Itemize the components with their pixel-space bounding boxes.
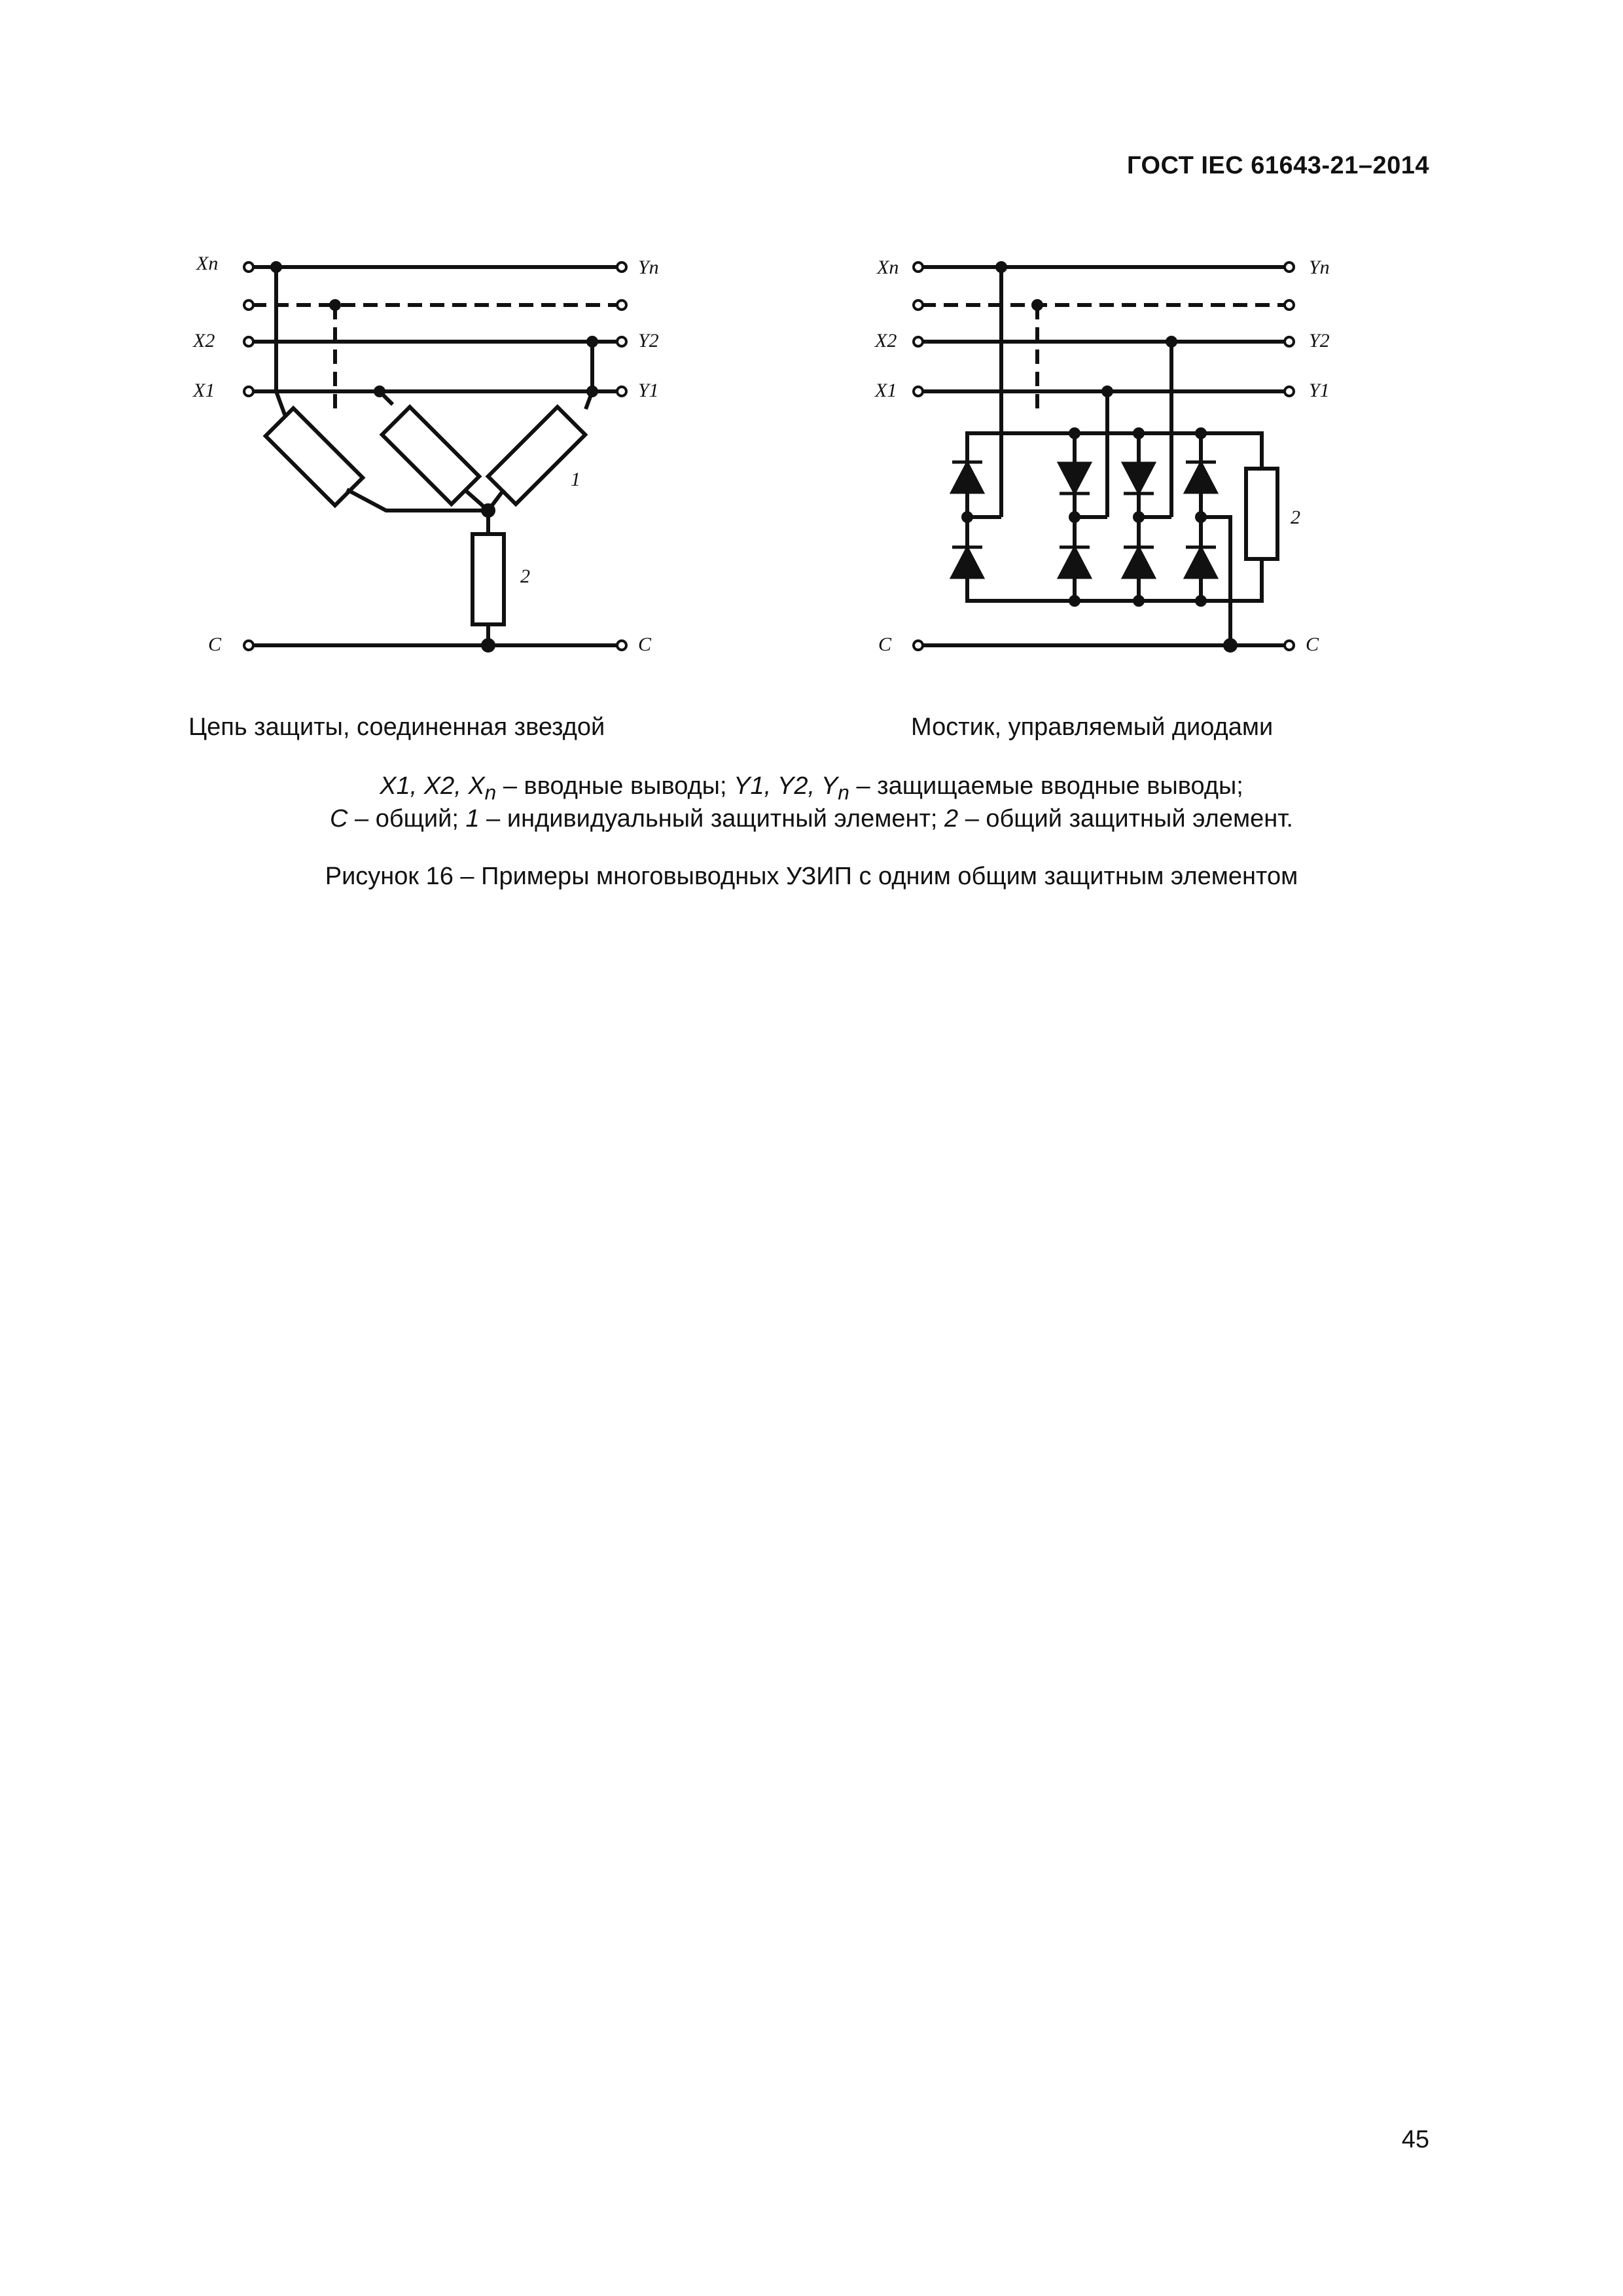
label-x2-left: X2	[193, 330, 215, 351]
legend-line-1	[0, 772, 1623, 805]
legend-x-sub: n	[484, 780, 497, 804]
label-x1-right: X1	[875, 380, 897, 401]
figure-title: Рисунок 16 – Примеры многовыводных УЗИП с одним общим защитным элементом	[325, 863, 1298, 890]
legend-c-desc: – общий;	[348, 805, 466, 833]
label-c-right-left: C	[638, 634, 652, 655]
page-number: 45	[1401, 2126, 1429, 2153]
caption-diode-bridge: Мостик, управляемый диодами	[911, 713, 1274, 741]
label-element-2-left: 2	[520, 565, 530, 587]
legend-y-sub: n	[838, 780, 849, 804]
legend-c-term: C	[330, 805, 348, 833]
legend-x-desc: – вводные выводы;	[496, 772, 734, 800]
label-y1-right: Y1	[1309, 380, 1330, 401]
label-x2-right: X2	[875, 330, 897, 351]
legend-two-term: 2	[944, 805, 959, 833]
diode-bridge-diagram	[914, 262, 1294, 651]
label-yn-left: Yn	[638, 257, 659, 278]
diodes	[952, 462, 1216, 577]
label-element-2-right: 2	[1291, 507, 1300, 528]
label-x1-left: X1	[193, 380, 215, 401]
star-circuit-diagram	[244, 262, 626, 651]
label-yn-right: Yn	[1309, 257, 1330, 278]
terminals-right	[914, 262, 1294, 650]
legend-x-terms: X1, X2, X	[380, 772, 485, 800]
label-xn-right: Xn	[877, 257, 899, 278]
legend-one-term: 1	[465, 805, 480, 833]
legend-line-2	[0, 805, 1623, 833]
legend-one-desc: – индивидуальный защитный элемент;	[479, 805, 944, 833]
label-c-right-right: C	[1306, 634, 1319, 655]
label-element-1: 1	[571, 469, 580, 490]
label-y2-left: Y2	[638, 330, 659, 351]
legend-y-terms: Y1, Y2, Y	[734, 772, 838, 800]
figure-diagrams	[0, 0, 1623, 720]
label-c-left-right: C	[878, 634, 892, 655]
label-y2-right: Y2	[1309, 330, 1330, 351]
legend-two-desc: – общий защитный элемент.	[958, 805, 1293, 833]
label-c-left: C	[208, 634, 222, 655]
label-y1-left: Y1	[638, 380, 659, 401]
label-xn-left: Xn	[196, 253, 219, 274]
legend-y-desc: – защищаемые вводные выводы;	[849, 772, 1243, 800]
document-header: ГОСТ IEC 61643-21–2014	[1126, 152, 1429, 179]
caption-star-circuit: Цепь защиты, соединенная звездой	[188, 713, 605, 741]
